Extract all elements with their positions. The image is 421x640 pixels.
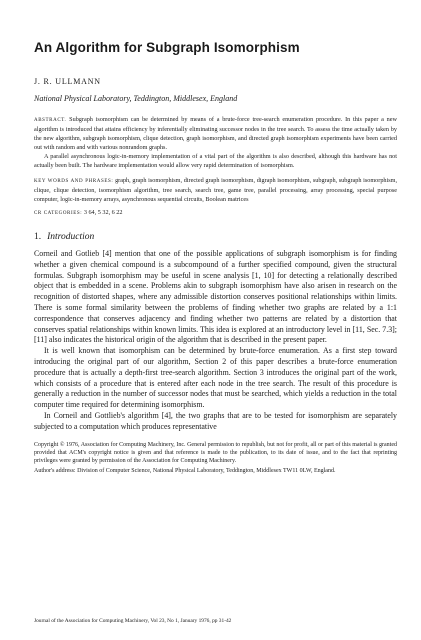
body-paragraph: It is well known that isomorphism can be determined by brute-force enumeration. As a first step toward introducing the original part of our algorithm, Section 2 of this paper describes a brute-force enumeration procedure that is actually a depth-first tree-search algorithm. Section 3 introduces the original part of the work, which consists of a procedure that is entered after each node in the tree search. The result of this procedure is generally a reduction in the number of successor nodes that must be searched, which yields a reduction in the total computer time required for determining isomorphism. — [34, 346, 397, 410]
body-text — [34, 249, 397, 433]
body-paragraph: In Corneil and Gottlieb's algorithm [4], the two graphs that are to be tested for isomorphism are separately subjected to a computation which produces representative — [34, 410, 397, 431]
body-paragraph: Corneil and Gotlieb [4] mention that one of the possible applications of subgraph isomorphism is for finding whether a given chemical compound is a subcompound of a further specified compound, given the structural formulas. Subgraph isomorphism may be useful in scene analysis [1, 10] for detecting a relationally described object that is embedded in a scene. Problems akin to subgraph isomorphism have also arisen in research on the recognition of distorted shapes, where any admissible distortion conserves positional relationships within limits. There is some formal similarity between the problems of finding whether two graphs are related by a 1:1 correspondence that conserves adjacency and finding whether two patterns are related by a distortion that conserves spatial relationships within known limits. This idea is explored at an introductory level in [11, Sec. 7.3]; [11] also indicates the historical origin of the algorithm that is described in the present paper. — [34, 249, 397, 345]
abstract-paragraph — [34, 115, 397, 152]
journal-footer: Journal of the Association for Computing Machinery, Vol 23, No 1, January 1976, pp 31-42 — [34, 618, 232, 624]
keywords-label: KEY WORDS AND PHRASES: — [34, 179, 114, 184]
abstract-paragraph: A parallel asynchronous logic-in-memory implementation of a vital part of the algorithm is also described, although this hardware has not actually been built. The hardware implementation would allow very rapid determination of isomorphism. — [34, 153, 397, 169]
abstract-label: ABSTRACT. — [34, 118, 67, 123]
paper-title: An Algorithm for Subgraph Isomorphism — [34, 40, 300, 55]
keywords-text: graph, graph isomorphism, directed graph isomorphism, digraph isomorphism, subgraph, subgraph isomorphism, clique, clique detection, isomorphism algorithm, tree search, search tree, game tree, parallel processing, array processing, special purpose computer, logic-in-memory arrays, asynchronous sequential circuits, Boolean matrices — [34, 177, 398, 203]
section-heading — [34, 232, 397, 242]
abstract-text: Subgraph isomorphism can be determined by means of a brute-force tree-search enumeration procedure. In this paper a new algorithm is introduced that attains efficiency by inferentially eliminating successor nodes in the tree search. To assess the time actually taken by the new algorithm, subgraph isomorphism, clique detection, graph isomorphism, and directed graph isomorphism experiments have been carried out with random and with various nonrandom graphs. — [34, 116, 397, 151]
cr-categories-label: CR CATEGORIES: — [34, 211, 83, 216]
author-address: Author's address: Division of Computer Science, National Physical Laboratory, Teddington, Middlesex TW11 0LW, England. — [34, 468, 336, 475]
cr-categories — [34, 208, 397, 218]
section-number: 1. — [34, 232, 42, 242]
copyright-note: Copyright © 1976, Association for Computing Machinery, Inc. General permission to republish, but not for profit, all or part of this material is granted provided that ACM's copyright notice is given and that reference is made to the publication, to its date of issue, and to the fact that reprinting privileges were granted by permission of the Association for Computing Machinery. — [34, 441, 397, 465]
footnote — [34, 441, 397, 476]
author-name: J. R. ULLMANN — [34, 77, 101, 86]
section-name: Introduction — [47, 232, 95, 242]
abstract — [34, 115, 397, 170]
cr-categories-text: 3 64, 5 32, 6 22 — [83, 209, 123, 216]
author-affiliation: National Physical Laboratory, Teddington, Middlesex, England — [34, 94, 238, 103]
keywords — [34, 176, 397, 204]
